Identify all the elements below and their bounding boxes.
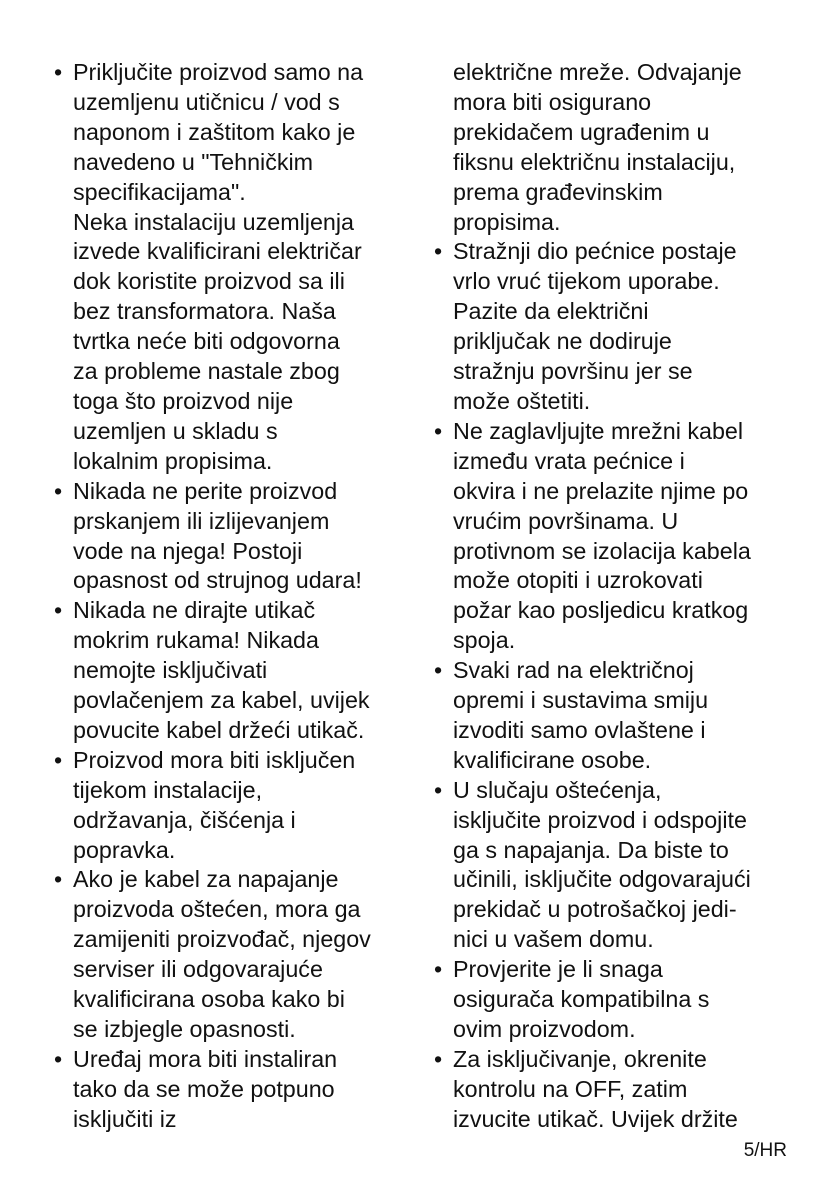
text-line: uzemljenu utičnicu / vod s (73, 88, 340, 115)
continued-paragraph (434, 58, 796, 237)
bullet-item (434, 1045, 796, 1135)
text-line: vrlo vruć tijekom uporabe. (453, 268, 720, 295)
text-line: povucite kabel držeći utikač. (73, 716, 365, 743)
text-line: lokalnim propisima. (73, 447, 273, 474)
text-line: uzemljen u skladu s (73, 417, 278, 444)
text-line: propisima. (453, 208, 561, 235)
text-line: Pazite da električni (453, 298, 649, 325)
text-line: tako da se može potpuno (73, 1075, 335, 1102)
text-line: vode na njega! Postoji (73, 537, 303, 564)
bullet-item (434, 417, 796, 656)
text-line: navedeno u "Tehničkim (73, 148, 314, 175)
text-line: priključak ne dodiruje (453, 328, 672, 355)
text-line: • Priključite proizvod samo na (73, 59, 364, 85)
text-line: • Nikada ne dirajte utikač (73, 597, 316, 624)
text-line: • Za isključivanje, okrenite (453, 1045, 707, 1072)
text-line: fiksnu električnu instalaciju, (453, 148, 736, 175)
text-line: požar kao posljedicu kratkog (453, 597, 749, 624)
text-line: • Ne zaglavljujte mrežni kabel (453, 417, 744, 444)
text-line: osigurača kompatibilna s (453, 986, 710, 1013)
text-line: naponom i zaštitom kako je (73, 118, 356, 145)
text-line: isključiti iz (73, 1105, 177, 1132)
text-line: spoja. (453, 627, 516, 654)
left-column (54, 58, 414, 1135)
text-line: mokrim rukama! Nikada (73, 627, 319, 654)
text-line: specifikacijama". (73, 178, 246, 205)
text-line: prema građevinskim (453, 178, 663, 205)
text-line: prekidač u potrošačkoj jedi- (453, 896, 737, 923)
text-line: • Svaki rad na električnoj (453, 657, 694, 684)
text-line: opasnost od strujnog udara! (73, 567, 362, 594)
bullet-item (434, 656, 796, 776)
text-line: nici u vašem domu. (453, 926, 654, 953)
text-line: električne mreže. Odvajanje (453, 59, 742, 85)
text-line: učinili, isključite odgovarajući (453, 866, 751, 893)
text-line: za probleme nastale zbog (73, 358, 340, 385)
text-line: povlačenjem za kabel, uvijek (73, 687, 370, 714)
right-column (434, 58, 796, 1135)
bullet-item (54, 1045, 414, 1135)
text-line: ovim proizvodom. (453, 1016, 636, 1042)
text-line: prskanjem ili izlijevanjem (73, 507, 330, 534)
text-line: stražnju površinu jer se (453, 358, 693, 385)
text-line: • Stražnji dio pećnice postaje (453, 238, 737, 265)
text-line: izvucite utikač. Uvijek držite (453, 1105, 738, 1132)
text-line: se izbjegle opasnosti. (73, 1016, 296, 1042)
bullet-item (434, 237, 796, 416)
text-line: • Proizvod mora biti isključen (73, 746, 356, 773)
text-line: zamijeniti proizvođač, njegov (73, 926, 371, 953)
text-line: • Ako je kabel za napajanje (73, 866, 339, 893)
text-line: popravka. (73, 836, 176, 863)
text-line: • U slučaju oštećenja, (453, 776, 662, 803)
text-line: bez transformatora. Naša (73, 298, 336, 325)
text-line: dok koristite proizvod sa ili (73, 268, 345, 295)
text-line: proizvoda oštećen, mora ga (73, 896, 361, 923)
text-line: tijekom instalacije, (73, 776, 263, 803)
text-line: održavanja, čišćenja i (73, 806, 296, 833)
text-line: izvoditi samo ovlaštene i (453, 716, 706, 743)
bullet-item (54, 596, 414, 746)
text-line: opremi i sustavima smiju (453, 687, 709, 714)
text-line: tvrtka neće biti odgovorna (73, 328, 340, 355)
text-line: isključite proizvod i odspojite (453, 806, 747, 833)
text-line: ga s napajanja. Da biste to (453, 836, 729, 863)
text-line: može oštetiti. (453, 387, 591, 414)
bullet-item (54, 477, 414, 597)
text-line: vrućim površinama. U (453, 507, 679, 534)
text-line: može otopiti i uzrokovati (453, 567, 703, 594)
text-line: protivnom se izolacija kabela (453, 537, 751, 564)
bullet-item (434, 776, 796, 955)
bullet-item (434, 955, 796, 1045)
text-line: između vrata pećnice i (453, 447, 685, 474)
text-line: • Nikada ne perite proizvod (73, 477, 338, 504)
text-line: kvalificirana osoba kako bi (73, 986, 345, 1013)
text-line: izvede kvalificirani električar (73, 238, 362, 265)
bullet-item (54, 746, 414, 866)
text-line: nemojte isključivati (73, 657, 268, 684)
text-line: okvira i ne prelazite njime po (453, 477, 749, 504)
text-line: prekidačem ugrađenim u (453, 118, 710, 145)
bullet-item (54, 58, 414, 477)
text-line: serviser ili odgovarajuće (73, 956, 323, 983)
text-line: • Uređaj mora biti instaliran (73, 1045, 338, 1072)
text-line: mora biti osigurano (453, 88, 652, 115)
bullet-item (54, 865, 414, 1044)
text-line: toga što proizvod nije (73, 387, 294, 414)
page-number: 5/HR (743, 1140, 787, 1161)
text-line: Neka instalaciju uzemljenja (73, 208, 354, 235)
text-line: • Provjerite je li snaga (453, 956, 663, 983)
text-line: kvalificirane osobe. (453, 746, 652, 773)
text-line: kontrolu na OFF, zatim (453, 1075, 688, 1102)
